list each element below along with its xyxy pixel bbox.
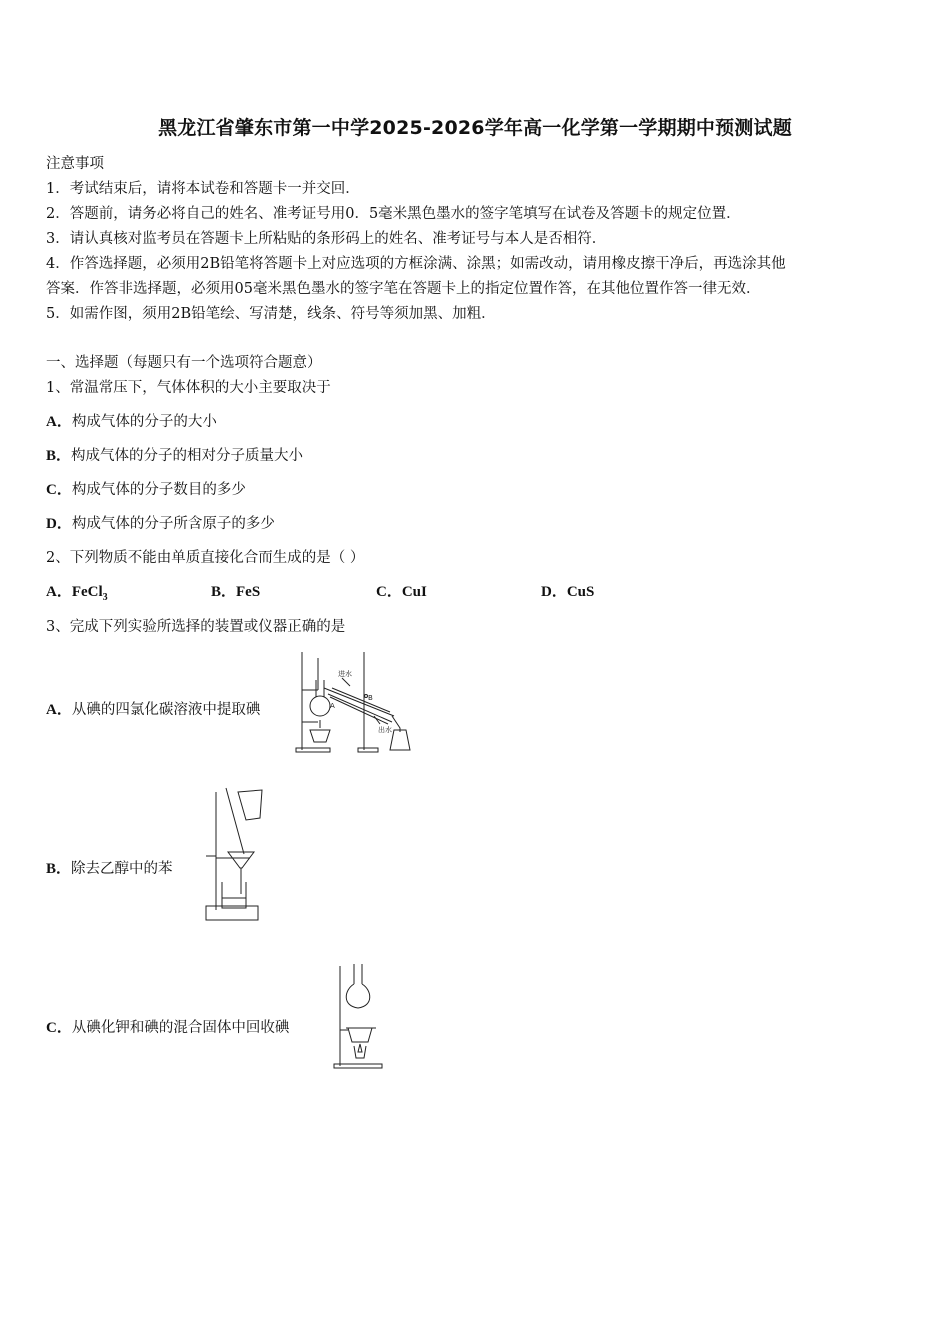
q2-option-a <box>46 580 108 603</box>
option-formula: FeCl <box>71 584 103 600</box>
q3-stem: 3、完成下列实验所选择的装置或仪器正确的是 <box>46 619 346 635</box>
notice-item-2: 2．答题前，请务必将自己的姓名、准考证号用0．5毫米黑色墨水的签字笔填写在试卷及答题卡的规定位置． <box>46 206 741 222</box>
option-label: C． <box>46 482 72 498</box>
notice-item-3: 3．请认真核对监考员在答题卡上所粘贴的条形码上的姓名、准考证号与本人是否相符． <box>46 231 607 247</box>
option-label: B． <box>211 584 237 600</box>
notice-item-5: 5．如需作图，须用2B铅笔绘、写清楚，线条、符号等须加黑、加粗． <box>46 306 496 322</box>
option-label: A． <box>46 702 72 718</box>
q3-option-a <box>46 698 260 719</box>
notice-item-4: 4．作答选择题，必须用2B铅笔将答题卡上对应选项的方框涂满、涂黑；如需改动，请用橡皮擦干净后，再选涂其他 <box>46 256 786 272</box>
notice-item-4-cont: 答案．作答非选择题，必须用05毫米黑色墨水的签字笔在答题卡上的指定位置作答，在其他位置作答一律无效． <box>46 281 761 297</box>
option-text: 除去乙醇中的苯 <box>71 861 173 877</box>
option-text: 构成气体的分子的相对分子质量大小 <box>71 448 304 464</box>
water-out-label: 出水 <box>378 726 392 734</box>
q1-option-c <box>46 478 246 499</box>
option-text: 从碘的四氯化碳溶液中提取碘 <box>71 702 261 718</box>
distillation-apparatus-figure <box>294 650 414 756</box>
option-label: A． <box>46 584 72 600</box>
option-label: D． <box>46 516 72 532</box>
option-label: B． <box>46 861 72 877</box>
option-label: B． <box>46 448 72 464</box>
option-label: C． <box>46 1020 72 1036</box>
water-in-label: 进水 <box>338 670 352 678</box>
section-heading: 一、选择题（每题只有一个选项符合题意） <box>46 355 322 371</box>
q3-option-c <box>46 1016 289 1037</box>
q1-stem: 1、常温常压下，气体体积的大小主要取决于 <box>46 380 331 396</box>
q2-option-c <box>376 580 427 601</box>
option-formula: FeS <box>236 584 261 600</box>
q3-option-b <box>46 857 173 878</box>
option-formula: CuI <box>401 584 427 600</box>
page-title: 黑龙江省肇东市第一中学2025-2026学年高一化学第一学期期中预测试题 <box>158 117 792 139</box>
q1-option-d <box>46 512 275 533</box>
notice-item-1: 1．考试结束后，请将本试卷和答题卡一并交回． <box>46 181 360 197</box>
notice-heading: 注意事项 <box>46 156 104 172</box>
label-a: A <box>330 702 335 710</box>
option-subscript: 3 <box>102 592 108 603</box>
q2-option-b <box>211 580 260 601</box>
q2-stem: 2、下列物质不能由单质直接化合而生成的是（ ） <box>46 550 365 566</box>
option-label: D． <box>541 584 567 600</box>
filtration-apparatus-figure <box>200 782 272 924</box>
sublimation-apparatus-figure <box>330 962 386 1072</box>
q2-option-d <box>541 580 594 601</box>
q1-option-b <box>46 444 303 465</box>
q1-option-a <box>46 410 217 431</box>
option-label: A． <box>46 414 72 430</box>
option-text: 从碘化钾和碘的混合固体中回收碘 <box>71 1020 290 1036</box>
label-b: B <box>368 694 373 702</box>
option-text: 构成气体的分子数目的多少 <box>71 482 246 498</box>
option-formula: CuS <box>566 584 595 600</box>
option-label: C． <box>376 584 402 600</box>
option-text: 构成气体的分子所含原子的多少 <box>71 516 275 532</box>
option-text: 构成气体的分子的大小 <box>71 414 217 430</box>
